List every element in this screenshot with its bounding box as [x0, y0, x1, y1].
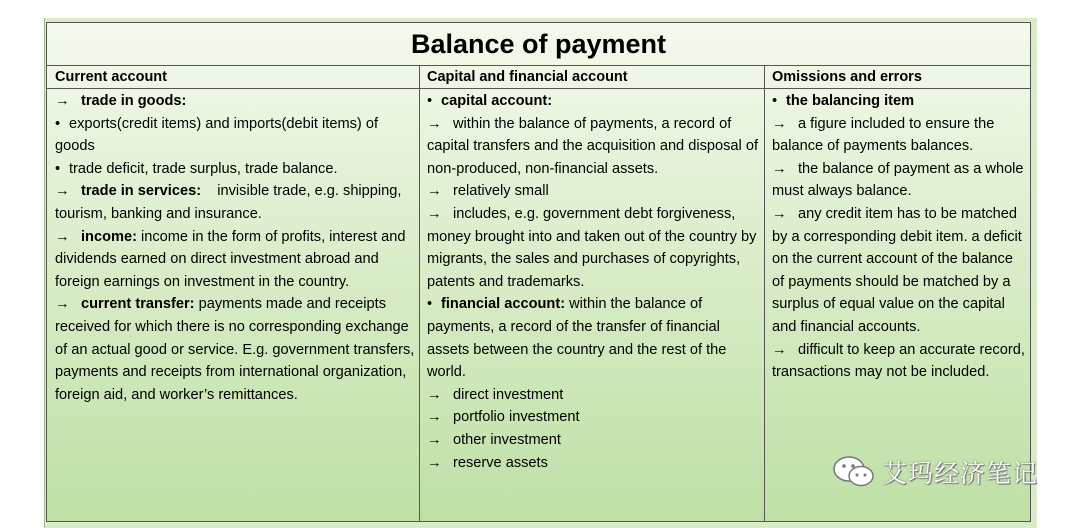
item-text: direct investment: [453, 386, 564, 403]
item-heading: trade in services:: [81, 183, 202, 200]
arrow-icon: →: [427, 115, 442, 132]
item-text: the balance of payment as a whole must always balance.: [772, 160, 1028, 200]
arrow-icon: →: [427, 431, 442, 448]
arrow-icon: →: [427, 386, 442, 403]
list-item: [55, 90, 415, 113]
item-text: includes, e.g. government debt forgiveness, money brought into and taken out of the country by migrants, the sales and purchases of copyrights, patents and trademarks.: [427, 205, 761, 290]
list-item: [427, 113, 763, 181]
list-item: [427, 293, 760, 383]
arrow-icon: →: [772, 341, 787, 358]
item-text: any credit item has to be matched by a corresponding debit item. a deficit on the current account of the balance of payments should be matched by a surplus of equal value on the capital and financial accounts.: [772, 205, 1026, 335]
table-title: Balance of payment: [47, 23, 1030, 66]
bullet-icon: •: [55, 160, 61, 177]
list-item: [427, 406, 760, 429]
list-item: [427, 90, 760, 113]
arrow-icon: →: [55, 183, 70, 200]
list-item: [772, 113, 1026, 158]
arrow-icon: →: [427, 183, 442, 200]
item-text: within the balance of payments, a record of the transfer of financial assets between the country and the rest of the world.: [427, 296, 731, 381]
list-item: [427, 180, 760, 203]
header-omissions-errors: Omissions and errors: [772, 69, 922, 85]
list-item: [427, 384, 760, 407]
list-item: [55, 158, 415, 181]
item-text: a figure included to ensure the balance of payments balances.: [772, 115, 999, 155]
item-text: trade deficit, trade surplus, trade balance.: [69, 160, 338, 177]
list-item: [427, 203, 760, 293]
item-text: reserve assets: [453, 454, 548, 471]
list-item: [427, 452, 760, 475]
item-text: other investment: [453, 431, 561, 448]
item-text: within the balance of payments, a record of capital transfers and the acquisition and disposal of non-produced, non-financial assets.: [427, 115, 763, 177]
item-text: difficult to keep an accurate record, transactions may not be included.: [772, 341, 1029, 381]
watermark: [832, 452, 1038, 492]
item-text: payments made and receipts received for which there is no corresponding exchange of an actual good or service. E.g. government transfers, payments and receipts from international organization, foreign aid, and worker’s remittances.: [55, 296, 419, 403]
arrow-icon: →: [772, 205, 787, 222]
bullet-icon: •: [427, 296, 433, 313]
watermark-text: 艾玛经济笔记: [882, 459, 1039, 488]
list-item: [55, 226, 415, 294]
item-text: portfolio investment: [453, 409, 580, 426]
bullet-icon: •: [55, 115, 61, 132]
header-current-account: Current account: [55, 69, 167, 85]
list-item: [55, 293, 419, 406]
item-text: invisible trade, e.g. shipping, tourism, banking and insurance.: [55, 183, 406, 222]
item-heading: current transfer:: [81, 296, 195, 313]
item-text: relatively small: [453, 183, 549, 200]
item-text: income in the form of profits, interest and dividends earned on direct investment abroad and foreign earnings on investment in the country.: [55, 228, 410, 290]
arrow-icon: →: [427, 409, 442, 426]
balance-of-payment-table: [46, 22, 1031, 522]
list-item: [55, 180, 415, 225]
header-capital-financial-account: Capital and financial account: [427, 69, 628, 85]
arrow-icon: →: [55, 296, 70, 313]
capital-financial-account-column: [419, 89, 764, 521]
item-heading: income:: [81, 228, 137, 245]
arrow-icon: →: [55, 228, 70, 245]
list-item: [772, 90, 1026, 113]
item-heading: capital account:: [441, 93, 553, 109]
list-item: [772, 203, 1026, 339]
arrow-icon: →: [772, 160, 787, 177]
list-item: [772, 158, 1026, 203]
bullet-icon: •: [772, 93, 778, 109]
list-item: [427, 429, 760, 452]
arrow-icon: →: [427, 205, 442, 222]
bullet-icon: •: [427, 93, 433, 109]
arrow-icon: →: [55, 93, 70, 109]
arrow-icon: →: [772, 115, 787, 132]
list-item: [772, 339, 1029, 384]
item-heading: the balancing item: [786, 93, 915, 109]
header-row: [47, 66, 1030, 89]
current-account-column: [47, 89, 419, 521]
item-heading: trade in goods:: [81, 93, 187, 109]
arrow-icon: →: [427, 454, 442, 471]
item-heading: financial account:: [441, 296, 566, 313]
wechat-icon: [832, 454, 876, 490]
item-text: exports(credit items) and imports(debit items) of goods: [55, 115, 383, 155]
list-item: [55, 113, 415, 158]
